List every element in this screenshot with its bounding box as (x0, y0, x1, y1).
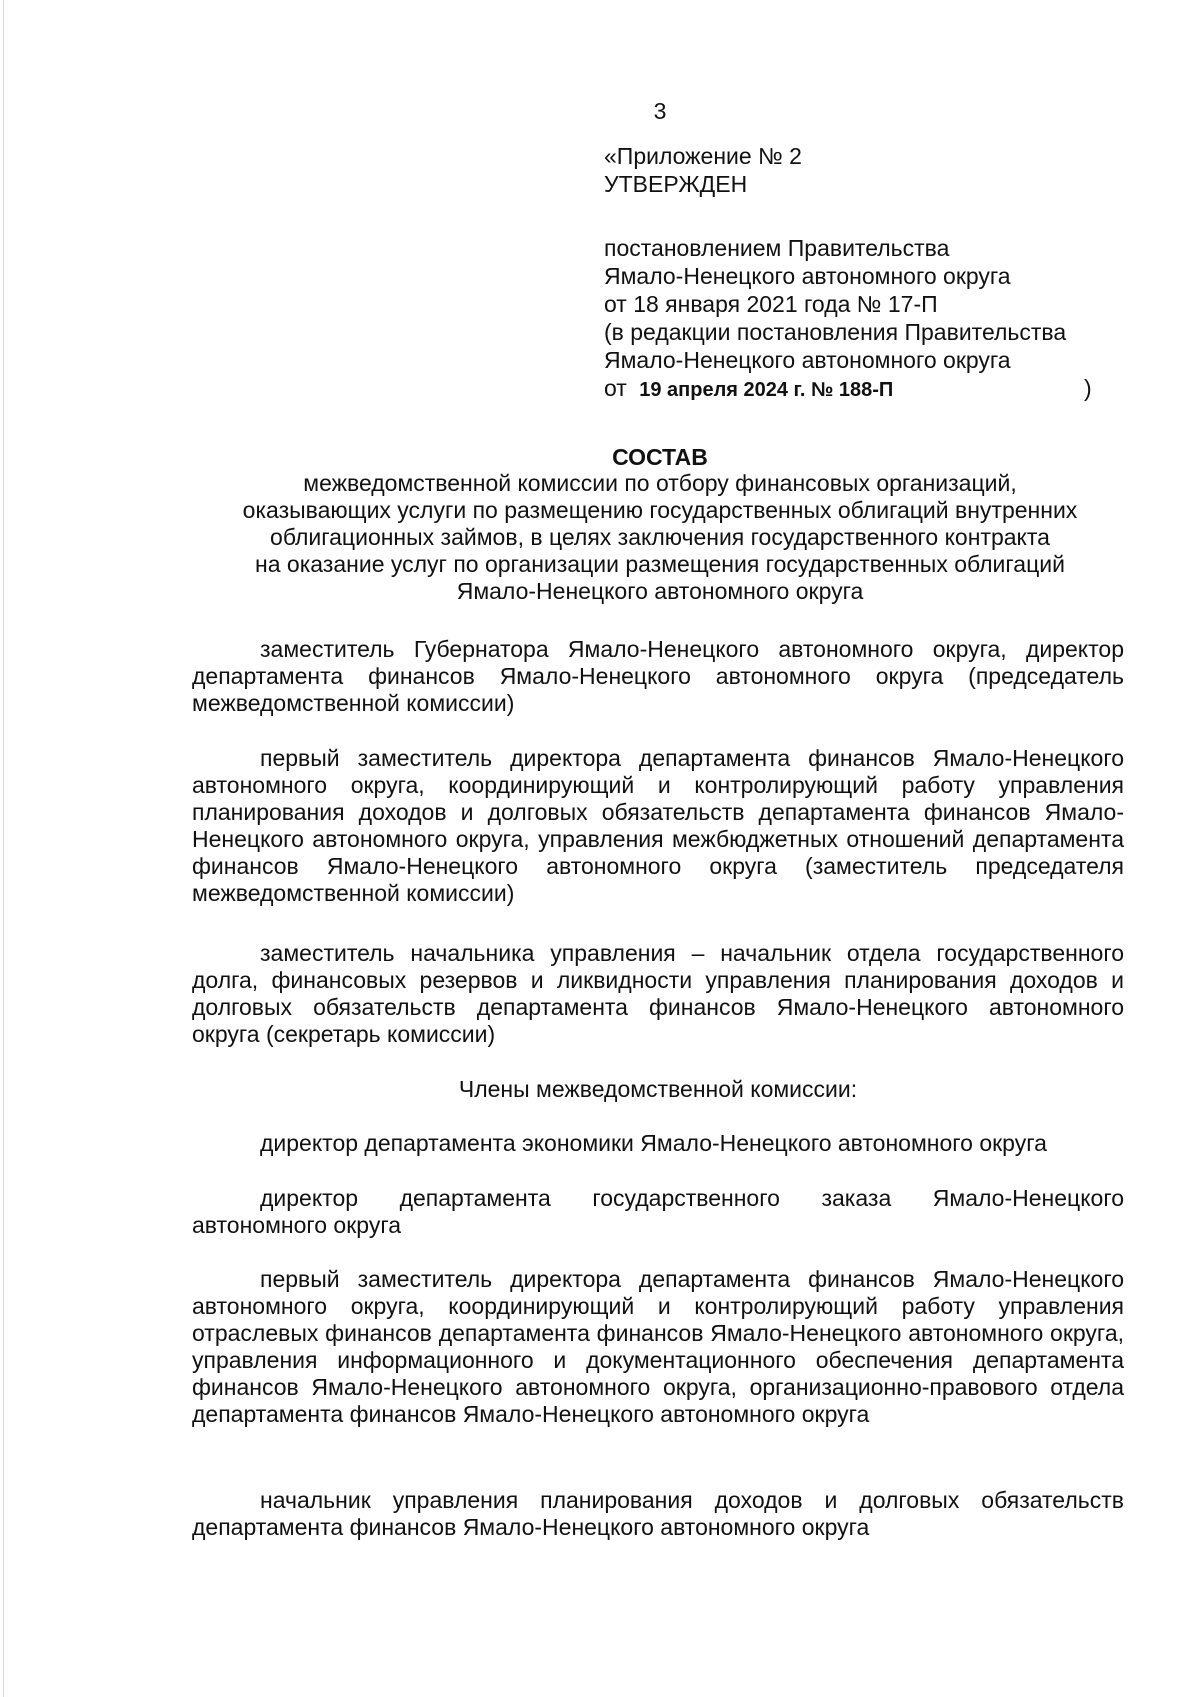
subtitle-line: Ямало-Ненецкого автономного округа (456, 578, 864, 604)
member-item: директор департамента государственного заказа Ямало-Ненецкого автономного округа (192, 1185, 1124, 1238)
appendix-label: «Приложение № 2 (604, 143, 802, 169)
document-subtitle (180, 470, 1140, 605)
amendment-line (604, 374, 1164, 404)
approval-line: Ямало-Ненецкого автономного округа (604, 347, 1011, 373)
amendment-prefix: от (604, 375, 627, 401)
member-item: первый заместитель директора департамента финансов Ямало-Ненецкого автономного округа, координирующий и контролирующий работу управления отраслевых финансов департамента финансов Ямало-Ненецкого автономного округа, управления информационного и документационного обеспечения департамента финансов Ямало-Ненецкого автономного округа, организационно-правового отдела департамента финансов Ямало-Ненецкого автономного округа (192, 1266, 1124, 1427)
entry-deputy-chairman: первый заместитель директора департамента финансов Ямало-Ненецкого автономного округа, координирующий и контролирующий работу управления планирования доходов и долговых обязательств департамента финансов Ямало-Ненецкого автономного округа, управления межбюджетных отношений департамента финансов Ямало-Ненецкого автономного округа (заместитель председателя межведомственной комиссии) (192, 745, 1124, 906)
entry-chairman: заместитель Губернатора Ямало-Ненецкого автономного округа, директор департамента финансов Ямало-Ненецкого автономного округа (председатель межведомственной комиссии) (192, 636, 1124, 716)
document-title: СОСТАВ (612, 444, 708, 470)
entry-secretary: заместитель начальника управления – начальник отдела государственного долга, финансовых резервов и ликвидности управления планирования доходов и долговых обязательств департамента финансов Ямало-Ненецкого автономного округа (секретарь комиссии) (192, 940, 1124, 1047)
approval-line: постановлением Правительства (604, 235, 950, 261)
member-item: директор департамента экономики Ямало-Ненецкого автономного округа (260, 1130, 1047, 1156)
approved-label: УТВЕРЖДЕН (604, 171, 748, 197)
scan-edge-line (3, 0, 4, 1697)
subtitle-line: облигационных займов, в целях заключения государственного контракта (270, 524, 1050, 550)
approval-line: Ямало-Ненецкого автономного округа (604, 263, 1011, 289)
approval-block (604, 142, 1164, 404)
member-item: начальник управления планирования доходов и долговых обязательств департамента финансов Ямало-Ненецкого автономного округа (192, 1487, 1124, 1540)
approval-line: от 18 января 2021 года № 17-П (604, 291, 938, 317)
amendment-close-paren: ) (1084, 375, 1092, 401)
subtitle-line: на оказание услуг по организации размещения государственных облигаций (255, 551, 1065, 577)
subtitle-line: оказывающих услуги по размещению государственных облигаций внутренних (242, 497, 1078, 523)
page-number: 3 (653, 98, 667, 124)
subtitle-line: межведомственной комиссии по отбору финансовых организаций, (303, 470, 1017, 496)
members-heading: Члены межведомственной комиссии: (458, 1076, 858, 1102)
approval-line: (в редакции постановления Правительства (604, 319, 1067, 345)
amendment-date: 19 апреля 2024 г. № 188-П (639, 379, 894, 401)
